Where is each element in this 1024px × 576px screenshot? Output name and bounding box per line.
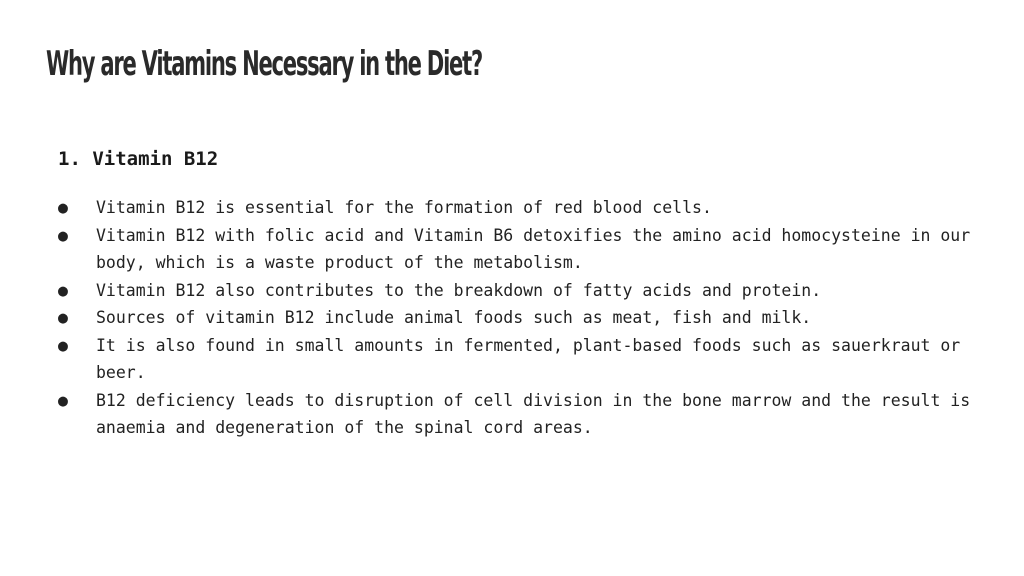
bullet-icon: ● [58, 225, 68, 245]
list-item [58, 222, 998, 277]
slide-title: Why are Vitamins Necessary in the Diet? [46, 44, 482, 84]
bullet-text: It is also found in small amounts in fermented, plant-based foods such as sauerkraut or beer. [96, 335, 961, 382]
list-item [58, 304, 998, 332]
bullet-text: Vitamin B12 is essential for the formation of red blood cells. [96, 198, 712, 217]
list-item [58, 277, 998, 305]
list-item [58, 332, 998, 387]
bullet-icon: ● [58, 390, 68, 410]
bullet-text: Sources of vitamin B12 include animal foods such as meat, fish and milk. [96, 308, 812, 327]
section-heading: 1. Vitamin B12 [58, 148, 219, 170]
list-item [58, 387, 998, 442]
bullet-icon: ● [58, 280, 68, 300]
bullet-text: B12 deficiency leads to disruption of cell division in the bone marrow and the result is anaemia and degeneration of the spinal cord areas. [96, 390, 971, 437]
bullet-text: Vitamin B12 with folic acid and Vitamin B6 detoxifies the amino acid homocysteine in our body, which is a waste product of the metabolism. [96, 225, 971, 272]
bullet-icon: ● [58, 308, 68, 327]
bullet-text: Vitamin B12 also contributes to the breakdown of fatty acids and protein. [96, 280, 822, 300]
bullet-icon: ● [58, 335, 68, 355]
bullet-icon: ● [58, 198, 68, 217]
bullet-list [58, 194, 998, 442]
list-item [58, 194, 998, 222]
